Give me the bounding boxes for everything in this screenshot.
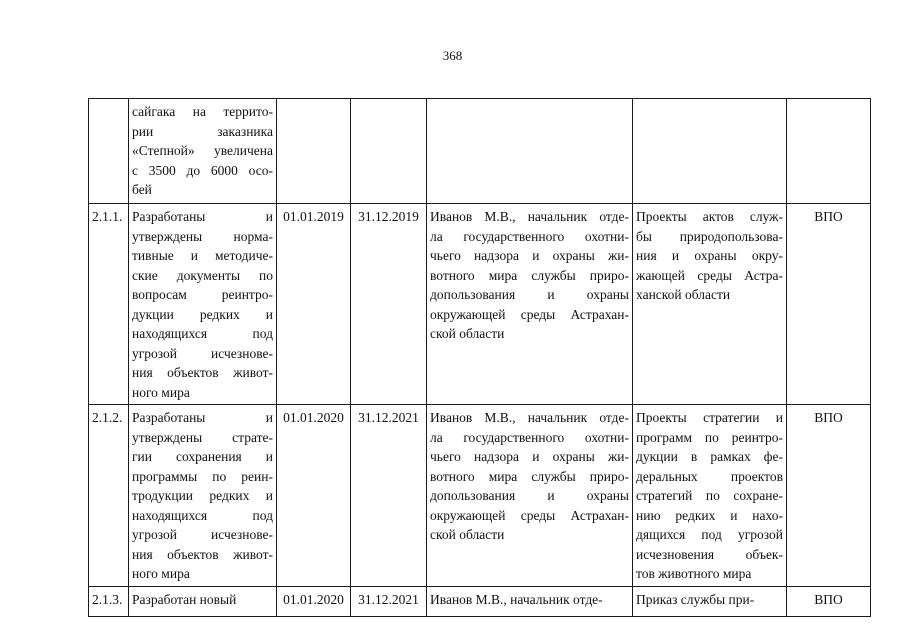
item-description-line: сайгака на террито- [132,104,273,119]
responsible-person-line: вотного мира службы приро- [430,468,629,484]
responsible-person [427,99,633,204]
funding-code [787,99,871,204]
responsible-person-line: ской области [430,326,505,341]
responsible-person [427,204,633,405]
responsible-person-line: Иванов М.В., начальник отде- [430,591,603,607]
responsible-person [427,405,633,587]
expected-result-line: дукции в рамках фе- [636,449,783,464]
expected-result-line: тов животного мира [636,566,752,581]
item-description-line: «Степной» увеличена [132,143,273,158]
expected-result-line: исчезновения объек- [636,546,783,562]
end-date: 31.12.2021 [351,405,427,587]
expected-result-line: Проекты актов служ- [636,209,783,224]
responsible-person-line: ла государственного охотни- [430,429,629,445]
item-description-line: Разработан новый [132,591,237,607]
item-description [129,99,277,204]
start-date: 01.01.2019 [277,204,351,405]
table-row [89,405,871,587]
item-number: 2.1.1. [89,204,129,405]
funding-code: ВПО [787,405,871,587]
item-description-line: гии сохранения и [132,449,273,464]
item-description-line: дукции редких и [132,306,273,322]
expected-result-line: дящихся под угрозой [636,527,783,542]
responsible-person-line: допользования и охраны [430,488,629,503]
expected-result [633,586,787,616]
expected-result [633,99,787,204]
item-description-line: угрозой исчезнове- [132,527,273,542]
item-description-line: угрозой исчезнове- [132,345,273,361]
responsible-person-line: чьего надзора и охраны жи- [430,248,629,263]
end-date: 31.12.2019 [351,204,427,405]
item-description-line: утверждены норма- [132,228,273,244]
responsible-person-line: ла государственного охотни- [430,228,629,244]
item-description-line: ские документы по [132,267,273,283]
responsible-person-line: Иванов М.В., начальник отде- [430,209,629,224]
funding-code: ВПО [787,204,871,405]
item-number [89,99,129,204]
item-description-line: тивные и методиче- [132,248,273,263]
item-description-line: ного мира [132,566,190,581]
item-description-line: тродукции редких и [132,488,273,503]
item-description-line: ного мира [132,384,190,400]
item-description-line: с 3500 до 6000 осо- [132,162,273,178]
item-description-line: бей [132,182,152,197]
item-description-line: утверждены страте- [132,429,273,445]
item-description [129,405,277,587]
item-description-line: вопросам реинтро- [132,287,273,302]
expected-result [633,405,787,587]
expected-result-line: деральных проектов [636,468,783,484]
item-description-line: программы по реин- [132,468,273,484]
responsible-person-line: вотного мира службы приро- [430,267,629,283]
item-number: 2.1.3. [89,586,129,616]
expected-result-line: программ по реинтро- [636,429,783,445]
item-description-line: находящихся под [132,326,273,341]
item-description [129,586,277,616]
item-description [129,204,277,405]
item-number: 2.1.2. [89,405,129,587]
expected-result-line: бы природопользова- [636,228,783,244]
responsible-person-line: окружающей среды Астрахан- [430,306,629,322]
expected-result-line: жающей среды Астра- [636,267,783,283]
start-date [277,99,351,204]
responsible-person [427,586,633,616]
item-description-line: Разработаны и [132,209,273,224]
item-description-line: находящихся под [132,507,273,523]
expected-result [633,204,787,405]
item-description-line: ния объектов живот- [132,546,273,562]
expected-result-line: ния и охраны окру- [636,248,783,263]
responsible-person-line: чьего надзора и охраны жи- [430,449,629,464]
expected-result-line: нию редких и нахо- [636,507,783,523]
start-date: 01.01.2020 [277,586,351,616]
page-number: 368 [442,48,463,63]
expected-result-line: Проекты стратегии и [636,410,783,425]
responsible-person-line: окружающей среды Астрахан- [430,507,629,523]
item-description-line: Разработаны и [132,410,273,425]
start-date: 01.01.2020 [277,405,351,587]
item-description-line: рии заказника [132,123,273,139]
item-description-line: ния объектов живот- [132,365,273,380]
expected-result-line: стратегий по сохране- [636,488,783,503]
responsible-person-line: ской области [430,527,505,542]
plan-table [88,98,871,617]
table-row [89,99,871,204]
table-row [89,586,871,616]
end-date [351,99,427,204]
expected-result-line: ханской области [636,287,731,302]
responsible-person-line: Иванов М.В., начальник отде- [430,410,629,425]
expected-result-line: Приказ службы при- [636,591,755,607]
funding-code: ВПО [787,586,871,616]
responsible-person-line: допользования и охраны [430,287,629,302]
table-row [89,204,871,405]
end-date: 31.12.2021 [351,586,427,616]
